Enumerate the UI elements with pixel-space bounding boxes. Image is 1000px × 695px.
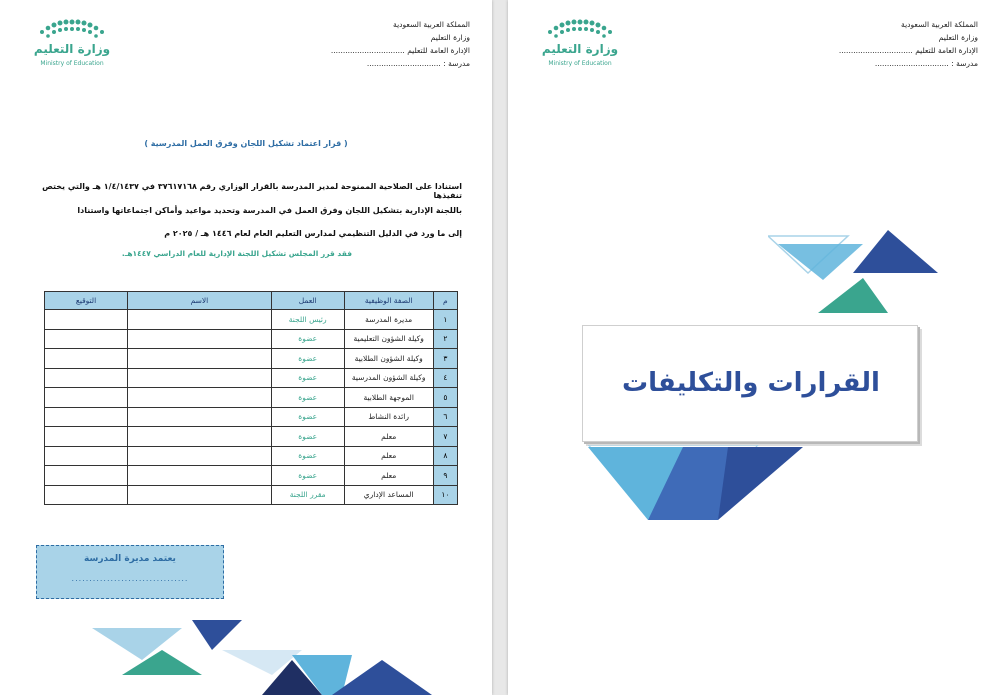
- decision-title: ( قرار اعتماد تشكيل اللجان وفرق العمل المدرسية ): [144, 139, 348, 148]
- approval-signature-line: .................................: [71, 574, 189, 583]
- row-role: معلم: [344, 466, 433, 486]
- header-directorate: الإدارة العامة للتعليم ...............................: [330, 46, 470, 55]
- table-row: [45, 310, 458, 330]
- row-name-cell: [128, 349, 272, 369]
- row-number: ٧: [433, 427, 457, 447]
- row-name-cell: [128, 388, 272, 408]
- row-signature-cell: [45, 485, 128, 505]
- row-task: عضوة: [271, 427, 344, 447]
- row-number: ٥: [433, 388, 457, 408]
- row-role: الموجهة الطلابية: [344, 388, 433, 408]
- header-directorate: الإدارة العامة للتعليم ...............................: [838, 46, 978, 55]
- col-signature: التوقيع: [45, 292, 128, 310]
- row-number: ٩: [433, 466, 457, 486]
- row-name-cell: [128, 407, 272, 427]
- row-role: معلم: [344, 446, 433, 466]
- bottom-decorative-triangles-icon: [588, 445, 808, 523]
- ministry-logo: [540, 18, 620, 70]
- col-name: الاسم: [128, 292, 272, 310]
- approval-title: يعتمد مديرة المدرسة: [84, 554, 176, 564]
- table-row: [45, 368, 458, 388]
- principal-approval-box: [36, 545, 224, 599]
- table-row: [45, 349, 458, 369]
- header-school: مدرسة : ...............................: [874, 59, 978, 68]
- row-signature-cell: [45, 466, 128, 486]
- decision-paragraph-1: استنادا على الصلاحية الممنوحة لمدير المدرسة بالقرار الوزاري رقم ٣٧٦١٧١٦٨ في ١/٤/١٤٣٧ هـ والتي يختص تنفيذها: [42, 182, 462, 200]
- row-name-cell: [128, 446, 272, 466]
- cover-title-box: [582, 325, 918, 442]
- col-task: العمل: [271, 292, 344, 310]
- row-number: ٤: [433, 368, 457, 388]
- row-name-cell: [128, 485, 272, 505]
- logo-english-text: Ministry of Education: [40, 60, 104, 67]
- row-signature-cell: [45, 349, 128, 369]
- table-row: [45, 427, 458, 447]
- table-row: [45, 407, 458, 427]
- row-role: وكيلة الشؤون المدرسية: [344, 368, 433, 388]
- row-name-cell: [128, 466, 272, 486]
- row-number: ٦: [433, 407, 457, 427]
- logo-arabic-text: وزارة التعليم: [541, 42, 619, 56]
- row-number: ١٠: [433, 485, 457, 505]
- row-signature-cell: [45, 329, 128, 349]
- row-task: عضوة: [271, 329, 344, 349]
- council-note: فقد قرر المجلس تشكيل اللجنة الإدارية للعام الدراسي ١٤٤٧هـ.: [121, 249, 353, 258]
- page-header: [331, 18, 470, 70]
- row-name-cell: [128, 310, 272, 330]
- row-role: مديرة المدرسة: [344, 310, 433, 330]
- header-ministry: وزارة التعليم: [430, 33, 470, 42]
- decision-page: [0, 0, 492, 695]
- row-number: ١: [433, 310, 457, 330]
- table-row: [45, 485, 458, 505]
- page-header: [839, 18, 978, 70]
- decision-paragraph-3: إلى ما ورد في الدليل التنظيمي لمدارس التعليم العام لعام ١٤٤٦ هـ / ٢٠٢٥ م: [164, 229, 462, 238]
- header-ministry: وزارة التعليم: [938, 33, 978, 42]
- col-role: الصفة الوظيفية: [344, 292, 433, 310]
- top-decorative-triangles-icon: [768, 228, 938, 318]
- row-role: وكيلة الشؤون الطلابية: [344, 349, 433, 369]
- table-header-row: [45, 292, 458, 310]
- header-country: المملكة العربية السعودية: [901, 20, 978, 29]
- header-country: المملكة العربية السعودية: [393, 20, 470, 29]
- row-number: ٢: [433, 329, 457, 349]
- row-signature-cell: [45, 407, 128, 427]
- decision-paragraph-2: باللجنة الإدارية بتشكيل اللجان وفرق العمل في المدرسة وتحديد مواعيد وأماكن اجتماعاتها واستنادا: [77, 206, 462, 215]
- cover-page: [508, 0, 1000, 695]
- decorative-triangles-icon: [92, 620, 442, 695]
- row-task: مقرر اللجنة: [271, 485, 344, 505]
- logo-dots-icon: [540, 18, 620, 42]
- ministry-logo: [32, 18, 112, 70]
- row-signature-cell: [45, 427, 128, 447]
- row-role: المساعد الإداري: [344, 485, 433, 505]
- table-row: [45, 466, 458, 486]
- table-row: [45, 446, 458, 466]
- row-number: ٣: [433, 349, 457, 369]
- row-task: رئيس اللجنة: [271, 310, 344, 330]
- logo-english-text: Ministry of Education: [548, 60, 612, 67]
- row-task: عضوة: [271, 407, 344, 427]
- row-signature-cell: [45, 446, 128, 466]
- row-name-cell: [128, 368, 272, 388]
- col-number: م: [433, 292, 457, 310]
- row-task: عضوة: [271, 446, 344, 466]
- header-school: مدرسة : ...............................: [366, 59, 470, 68]
- row-role: وكيلة الشؤون التعليمية: [344, 329, 433, 349]
- logo-arabic-text: وزارة التعليم: [33, 42, 111, 56]
- row-number: ٨: [433, 446, 457, 466]
- row-task: عضوة: [271, 368, 344, 388]
- row-signature-cell: [45, 388, 128, 408]
- table-row: [45, 329, 458, 349]
- row-task: عضوة: [271, 466, 344, 486]
- row-signature-cell: [45, 310, 128, 330]
- row-role: رائدة النشاط: [344, 407, 433, 427]
- table-row: [45, 388, 458, 408]
- logo-dots-icon: [32, 18, 112, 42]
- row-signature-cell: [45, 368, 128, 388]
- row-task: عضوة: [271, 388, 344, 408]
- row-name-cell: [128, 329, 272, 349]
- row-task: عضوة: [271, 349, 344, 369]
- row-role: معلم: [344, 427, 433, 447]
- committee-table: [44, 291, 458, 505]
- cover-title: القرارات والتكليفات: [622, 368, 880, 398]
- row-name-cell: [128, 427, 272, 447]
